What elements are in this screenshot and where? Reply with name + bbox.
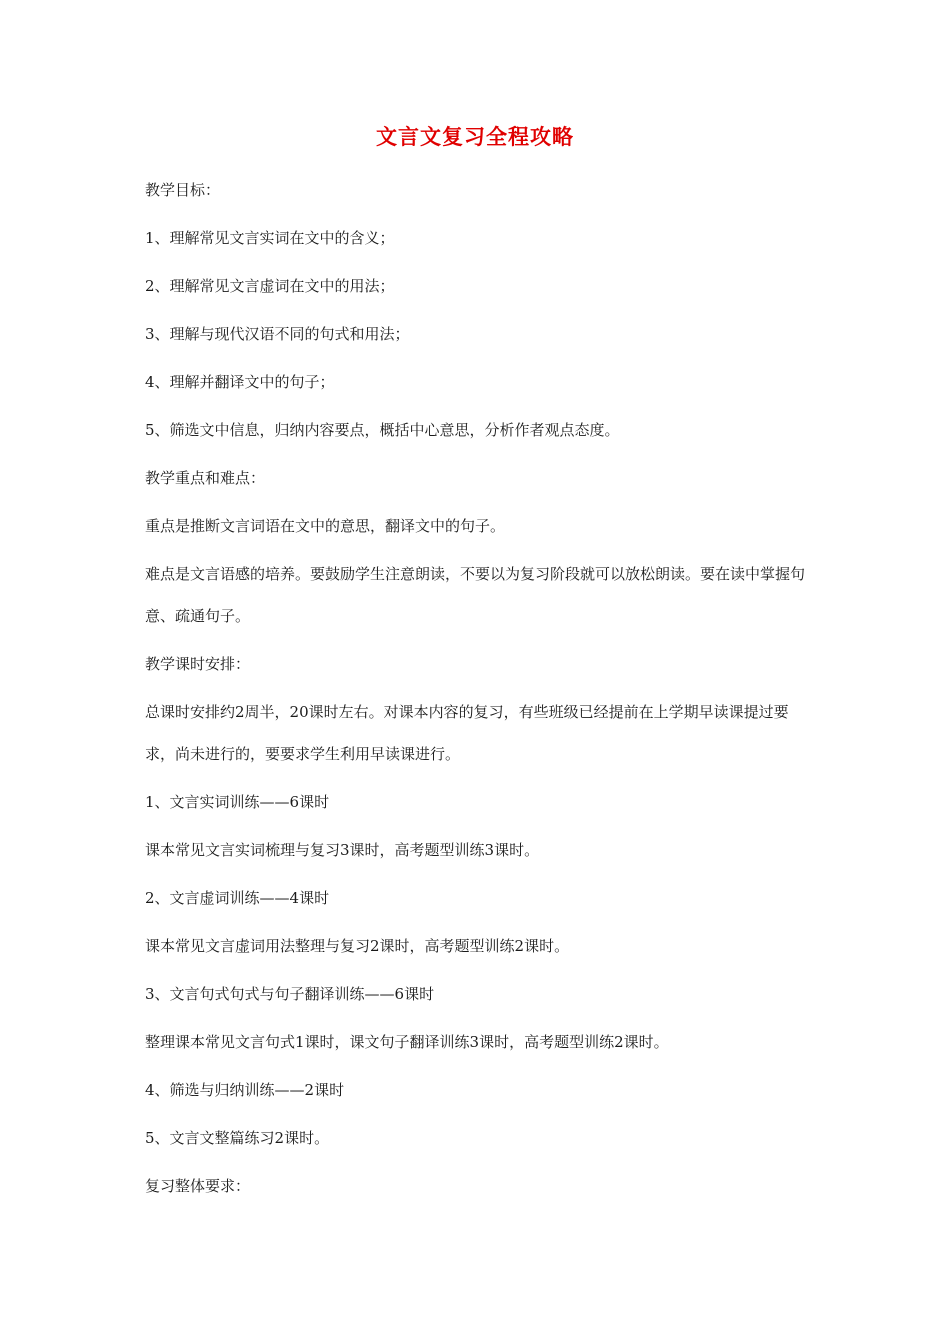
goal-item-4: 4、理解并翻译文中的句子； (145, 373, 335, 391)
difficult-point-paragraph: 难点是文言语感的培养。要鼓励学生注意朗读，不要以为复习阶段就可以放松朗读。要在读中掌握句意、疏通句子。 (145, 565, 806, 625)
heading-teaching-goals: 教学目标： (145, 181, 221, 199)
schedule-item-1: 1、文言实词训练——6课时 (145, 793, 330, 811)
document-body (145, 178, 810, 1222)
goal-item-1: 1、理解常见文言实词在文中的含义； (145, 229, 395, 247)
schedule-item-1-detail: 课本常见文言实词梳理与复习3课时，高考题型训练3课时。 (145, 841, 540, 859)
goal-item-5: 5、筛选文中信息，归纳内容要点，概括中心意思，分析作者观点态度。 (145, 421, 620, 439)
document-title: 文言文复习全程攻略 (376, 124, 574, 149)
schedule-item-2-detail: 课本常见文言虚词用法整理与复习2课时，高考题型训练2课时。 (145, 937, 570, 955)
schedule-item-3: 3、文言句式句式与句子翻译训练——6课时 (145, 985, 435, 1003)
schedule-item-5: 5、文言文整篇练习2课时。 (145, 1129, 330, 1147)
schedule-overview-paragraph: 总课时安排约2周半，20课时左右。对课本内容的复习，有些班级已经提前在上学期早读课提过要求，尚未进行的，要要求学生利用早读课进行。 (145, 703, 789, 763)
goal-item-2: 2、理解常见文言虚词在文中的用法； (145, 277, 395, 295)
goal-item-3: 3、理解与现代汉语不同的句式和用法； (145, 325, 410, 343)
heading-overall-requirements: 复习整体要求： (145, 1177, 251, 1195)
key-point-paragraph: 重点是推断文言词语在文中的意思，翻译文中的句子。 (145, 517, 506, 535)
heading-schedule: 教学课时安排： (145, 655, 251, 673)
schedule-item-2: 2、文言虚词训练——4课时 (145, 889, 330, 907)
schedule-item-4: 4、筛选与归纳训练——2课时 (145, 1081, 345, 1099)
heading-key-difficult-points: 教学重点和难点： (145, 469, 266, 487)
schedule-item-3-detail: 整理课本常见文言句式1课时，课文句子翻译训练3课时，高考题型训练2课时。 (145, 1033, 669, 1051)
